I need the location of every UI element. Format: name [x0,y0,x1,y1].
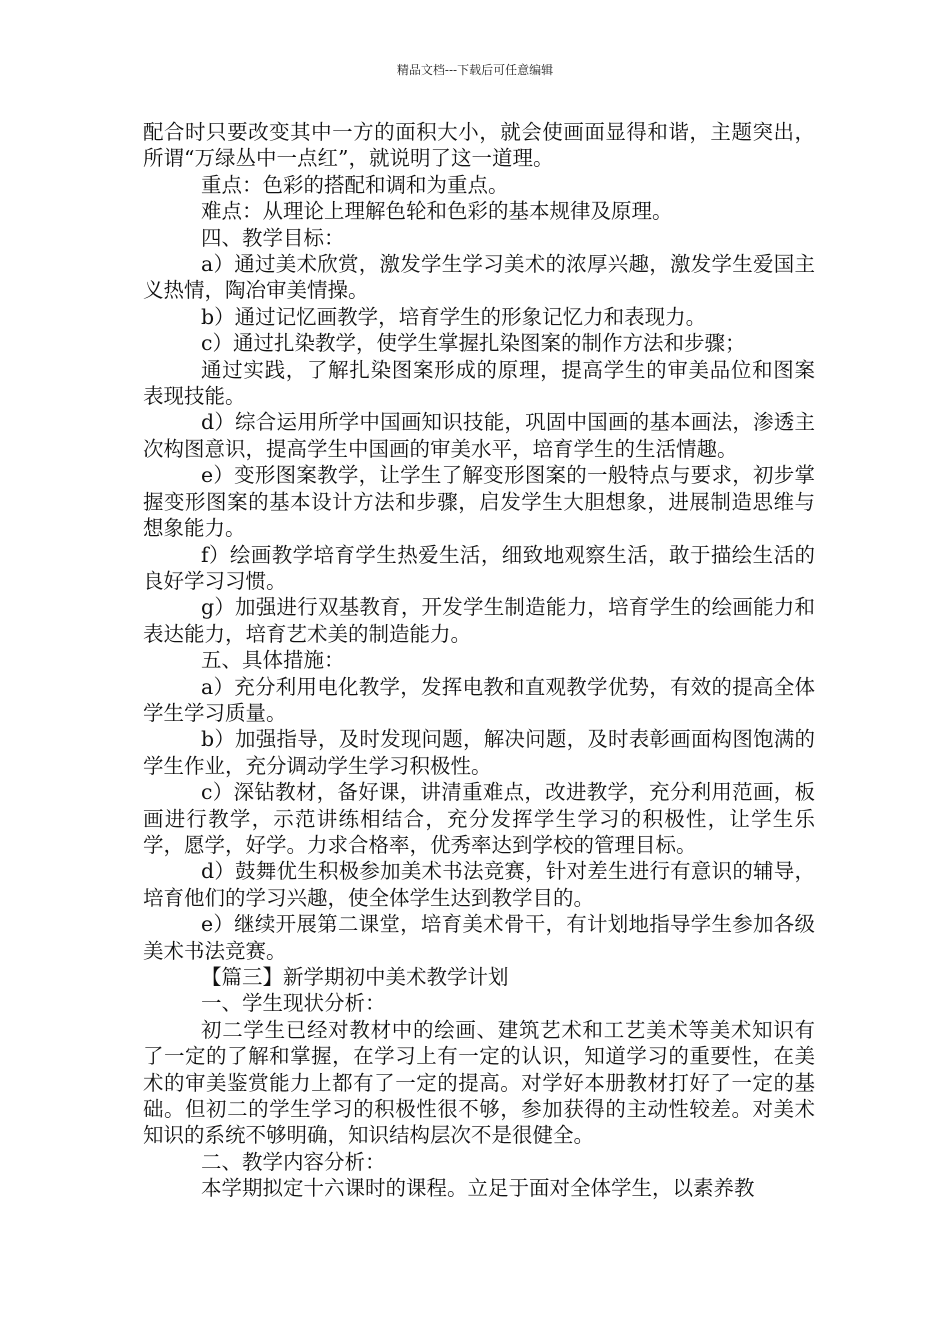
measure-item: c）深钻教材，备好课，讲清重难点，改进教学，充分利用范画，板画进行教学，示范讲练相结合，充分发挥学生学习的积极性，让学生乐学，愿学，好学。力求合格率，优秀率达到学校的管理目标。 [143,780,815,857]
section-heading-students: 一、学生现状分析： [201,991,386,1016]
objective-item: 通过实践，了解扎染图案形成的原理，提高学生的审美品位和图案表现技能。 [143,357,815,409]
paragraph: 本学期拟定十六课时的课程。立足于面对全体学生，以素养教 [201,1176,755,1201]
objective-item: d）综合运用所学中国画知识技能，巩固中国画的基本画法，渗透主次构图意识，提高学生中国画的审美水平，培育学生的生活情趣。 [143,410,815,461]
paragraph-key-point: 重点：色彩的搭配和调和为重点。 [201,172,509,197]
measure-item: a）充分利用电化教学，发挥电教和直观教学优势，有效的提高全体学生学习质量。 [143,674,815,725]
objective-item: b）通过记忆画教学，培育学生的形象记忆力和表现力。 [201,304,707,329]
section-heading-measures: 五、具体措施： [201,648,345,673]
objective-item: g）加强进行双基教育，开发学生制造能力，培育学生的绘画能力和表达能力，培育艺术美的制造能力。 [143,595,815,646]
paragraph-difficulty: 难点：从理论上理解色轮和色彩的基本规律及原理。 [201,199,673,224]
paragraph: 配合时只要改变其中一方的面积大小，就会使画面显得和谐，主题突出，所谓“万绿丛中一点红”，就说明了这一道理。 [143,120,815,171]
objective-item: a）通过美术欣赏，激发学生学习美术的浓厚兴趣，激发学生爱国主义热情，陶冶审美情操。 [143,252,815,303]
paragraph: 初二学生已经对教材中的绘画、建筑艺术和工艺美术等美术知识有了一定的了解和掌握，在学习上有一定的认识，知道学习的重要性，在美术的审美鉴赏能力上都有了一定的提高。对学好本册教材打好了一定的基础。但初二的学生学习的积极性很不够，参加获得的主动性较差。对美术知识的系统不够明确，知识结构层次不是很健全。 [143,1017,815,1148]
article-title: 【篇三】新学期初中美术教学计划 [201,965,509,989]
page-header: 精品文档---下载后可任意编辑 [396,63,554,77]
objective-item: f）绘画教学培育学生热爱生活，细致地观察生活，敢于描绘生活的良好学习习惯。 [143,542,815,593]
objective-item: c）通过扎染教学，使学生掌握扎染图案的制作方法和步骤； [201,331,746,356]
measure-item: b）加强指导，及时发现问题，解决问题，及时表彰画面构图饱满的学生作业，充分调动学生学习积极性。 [143,727,815,778]
section-heading-objectives: 四、教学目标： [201,225,345,250]
section-heading-content: 二、教学内容分析： [201,1149,386,1174]
document-body [143,119,815,1202]
measure-item: e）继续开展第二课堂，培育美术骨干，有计划地指导学生参加各级美术书法竞赛。 [143,912,815,963]
measure-item: d）鼓舞优生积极参加美术书法竞赛，针对差生进行有意识的辅导，培育他们的学习兴趣，使全体学生达到教学目的。 [143,859,815,910]
objective-item: e）变形图案教学，让学生了解变形图案的一般特点与要求，初步掌握变形图案的基本设计方法和步骤，启发学生大胆想象，进展制造思维与想象能力。 [143,463,815,541]
